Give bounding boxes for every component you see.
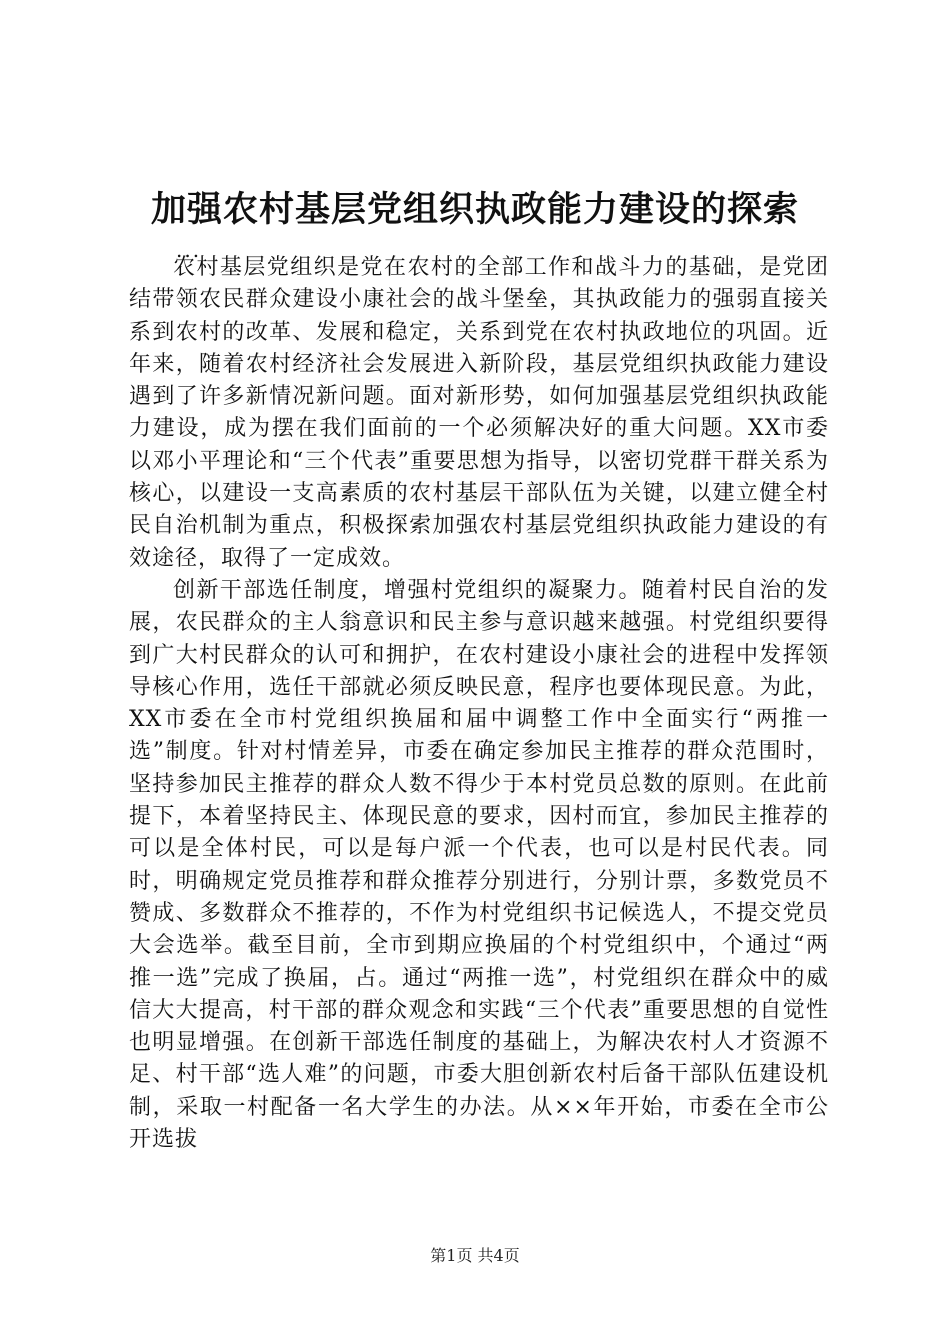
paragraph-1: 农村基层党组织是党在农村的全部工作和战斗力的基础，是党团结带领农民群众建设小康社会的战斗堡垒，其执政能力的强弱直接关系到农村的改革、发展和稳定，关系到党在农村执政地位的巩固。近年来，随着农村经济社会发展进入新阶段，基层党组织执政能力建设遇到了许多新情况新问题。面对新形势，如何加强基层党组织执政能力建设，成为摆在我们面前的一个必须解决好的重大问题。XX市委以邓小平理论和“三个代表”重要思想为指导，以密切党群干群关系为核心，以建设一支高素质的农村基层干部队伍为关键，以建立健全村民自治机制为重点，积极探索加强农村基层党组织执政能力建设的有效途径，取得了一定成效。 xyxy=(129,255,829,571)
paragraph-2: 创新干部选任制度，增强村党组织的凝聚力。随着村民自治的发展，农民群众的主人翁意识和民主参与意识越来越强。村党组织要得到广大村民群众的认可和拥护，在农村建设小康社会的进程中发挥领导核心作用，选任干部就必须反映民意，程序也要体现民意。为此，XX市委在全市村党组织换届和届中调整工作中全面实行“两推一选”制度。针对村情差异，市委在确定参加民主推荐的群众范围时，坚持参加民主推荐的群众人数不得少于本村党员总数的原则。在此前提下，本着坚持民主、体现民意的要求，因村而宜，参加民主推荐的可以是全体村民，可以是每户派一个代表，也可以是村民代表。同时，明确规定党员推荐和群众推荐分别进行，分别计票，多数党员不赞成、多数群众不推荐的，不作为村党组织书记候选人，不提交党员大会选举。截至目前，全市到期应换届的个村党组织中，个通过“两推一选”完成了换届，占。通过“两推一选”，村党组织在群众中的威信大大提高，村干部的群众观念和实践“三个代表”重要思想的自觉性也明显增强。在创新干部选任制度的基础上，为解决农村人才资源不足、村干部“选人难”的问题，市委大胆创新农村后备干部队伍建设机制，采取一村配备一名大学生的办法。从××年开始，市委在全市公开选拔 xyxy=(129,577,829,1153)
page-number: 第1页 共4页 xyxy=(430,1246,520,1265)
document-body xyxy=(129,252,829,1156)
subtitle-ellipsis: ... xyxy=(176,238,202,262)
document-title: 加强农村基层党组织执政能力建设的探索 xyxy=(150,189,799,230)
